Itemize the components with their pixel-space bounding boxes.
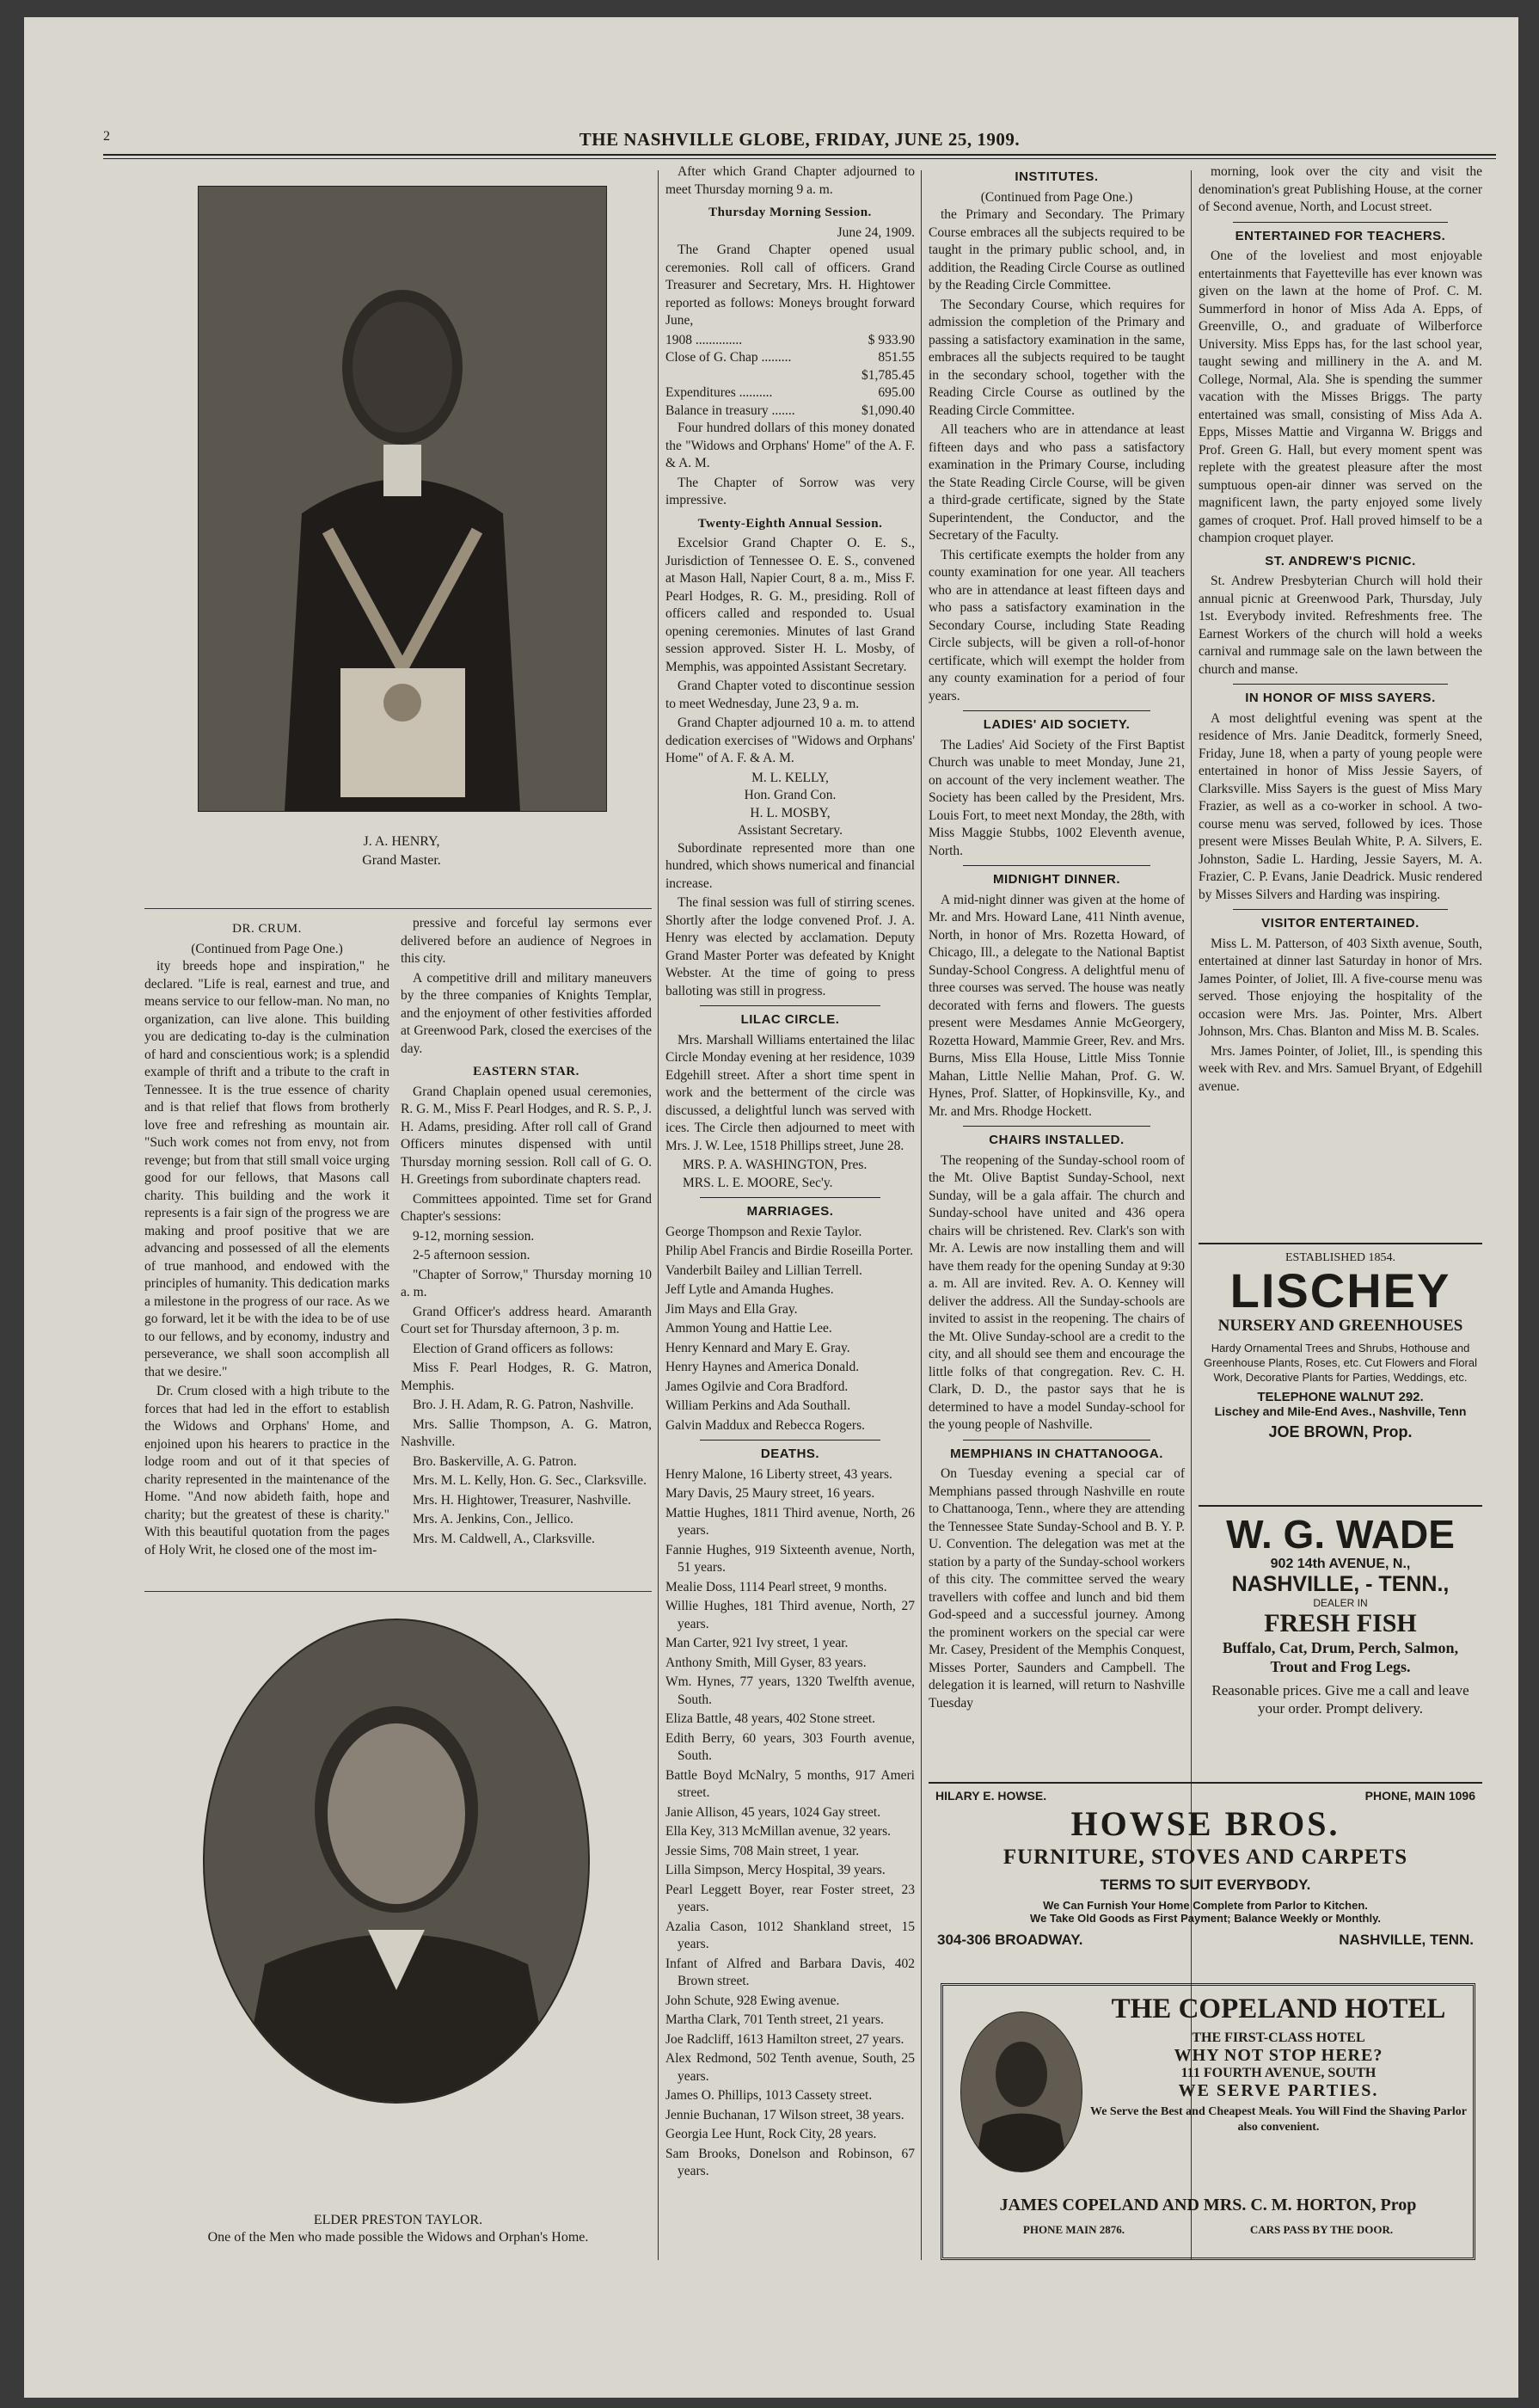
copeland-portrait xyxy=(960,2012,1082,2172)
midnight-heading: MIDNIGHT DINNER. xyxy=(993,872,1120,887)
lischey-phone: TELEPHONE WALNUT 292. xyxy=(1257,1390,1424,1404)
henry-figure-image xyxy=(199,187,606,811)
lilac-paragraph: Mrs. Marshall Williams entertained the lilac Circle Monday evening at her residence, 1039 Edgehill street. After a short time spent in work and the betterment of the circle was discussed, a delightful lunch was served with ices. The Circle then adjourned to meet with Mrs. J. W. Lee, 1518 Phillips street, June 28. xyxy=(665,1032,915,1153)
masthead-title: THE NASHVILLE GLOBE, FRIDAY, JUNE 25, 1909. xyxy=(579,129,1021,150)
crum-paragraph: Dr. Crum closed with a high tribute to the forces that had led in the effort to establish the Widows and Orphans' Home, and enjoined upon his hearers to practice in the lodge room and out of it that species of charity represented in the maintenance of the Home. "And now abideth faith, hope and charity; but the greatest of these is charity." With this beautiful quotation from the pages of Holy Writ, he closed one of the most im- xyxy=(144,1384,389,1557)
ledger-row: $1,785.45 xyxy=(861,367,915,383)
chairs-heading: CHAIRS INSTALLED. xyxy=(989,1133,1125,1147)
wade-kinds: Buffalo, Cat, Drum, Perch, Salmon, Trout and Frog Legs. xyxy=(1222,1639,1459,1675)
list-item: Henry Malone, 16 Liberty street, 43 years. xyxy=(665,1466,892,1482)
crum-heading: DR. CRUM. xyxy=(232,922,302,936)
list-item: James O. Phillips, 1013 Cassety street. xyxy=(665,2088,873,2103)
list-item: Jim Mays and Ella Gray. xyxy=(665,1301,798,1317)
ad-lischey xyxy=(1199,1243,1482,1502)
list-item: Jessie Sims, 708 Main street, 1 year. xyxy=(665,1843,860,1858)
eastern-line: Committees appointed. Time set for Grand Chapter's sessions: xyxy=(401,1191,652,1224)
list-item: Wm. Hynes, 77 years, 1320 Twelfth avenue, South. xyxy=(665,1674,915,1707)
eastern-line: "Chapter of Sorrow," Thursday morning 10 a. m. xyxy=(401,1267,652,1299)
copeland-props: JAMES COPELAND AND MRS. C. M. HORTON, Prop xyxy=(999,2196,1417,2214)
list-item: Man Carter, 921 Ivy street, 1 year. xyxy=(665,1636,849,1650)
eastern-line: Miss F. Pearl Hodges, R. G. Matron, Memphis. xyxy=(401,1361,652,1393)
list-item: Jeff Lytle and Amanda Hughes. xyxy=(665,1282,834,1297)
memphians-heading: MEMPHIANS IN CHATTANOOGA. xyxy=(950,1446,1163,1461)
list-item: Fannie Hughes, 919 Sixteenth avenue, North, 51 years. xyxy=(665,1542,915,1575)
picnic-heading: ST. ANDREW'S PICNIC. xyxy=(1265,553,1416,568)
ledger-row: 1908 .............. $ 933.90 xyxy=(665,332,915,347)
ledger-row: Close of G. Chap ......... 851.55 xyxy=(665,350,915,365)
lischey-address: Lischey and Mile-End Aves., Nashville, Tenn xyxy=(1214,1404,1467,1418)
col5-paragraph: One of the loveliest and most enjoyable entertainments that Fayetteville has ever known was given on the lawn at the home of Prof. C. M. Summerford in honor of Miss Ada A. Epps, of Greenville, O., and graduate of Wilberforce University. Miss Epps has, for the last school year, taught sewing and millinery in the A. and M. College, Normal, Ala. She is spending the summer vacation with the Misses Briggs. The party entertained was small, consisting of Miss Ada A. Epps, Misses Mattie and Virganna W. Briggs and Prof. Green G. Hall, but every moment spent was replete with the greatest pleasure after the most sumptuous open-air dinner was served on the magnificent lawn, the party enjoyed some lively games of croquet. Prof. Hall proved himself to be a champion croquet player. xyxy=(1199,249,1482,545)
col4-paragraph: All teachers who are in attendance at least fifteen days and who pass a satisfactory examination in the Primary Course, including the State Reading Circle Course, will be given a third-grade certificate, signed by the State Superintendent, the Conductor, and the Secretary of the Faculty. xyxy=(929,422,1185,543)
copeland-cars: CARS PASS BY THE DOOR. xyxy=(1249,2223,1394,2236)
divider xyxy=(700,1197,880,1198)
list-item: Mary Davis, 25 Maury street, 16 years. xyxy=(665,1486,875,1501)
divider xyxy=(1233,684,1448,685)
list-item: Lilla Simpson, Mercy Hospital, 39 years. xyxy=(665,1863,886,1877)
eastern-line: Mrs. M. L. Kelly, Hon. G. Sec., Clarksville. xyxy=(413,1473,647,1488)
thursday-paragraph: The Grand Chapter opened usual ceremonies. Roll call of officers. Grand Treasurer and Secretary, Mrs. H. Hightower reported as follows: Moneys brought forward June, xyxy=(665,243,915,328)
list-item: Sam Brooks, Donelson and Robinson, 67 years. xyxy=(665,2146,915,2178)
ledger-row: Expenditures .......... 695.00 xyxy=(665,385,915,400)
col3-paragraph: Excelsior Grand Chapter O. E. S., Jurisdiction of Tennessee O. E. S., convened at Mason Hall, Napier Court, 8 a. m., Miss F. Pearl Hodges, R. G. M., presiding. Roll of officers called and responded to. Usual opening ceremonies. Minutes of last Grand session approved. Sister H. L. Mosby, of Memphis, was appointed Assistant Secretary. xyxy=(665,536,915,674)
list-item: Alex Redmond, 502 Tenth avenue, South, 25 years. xyxy=(665,2051,915,2084)
marriages-heading: MARRIAGES. xyxy=(746,1204,834,1219)
col4-paragraph: A mid-night dinner was given at the home of Mr. and Mrs. Howard Lane, 411 Ninth avenue, North, in honor of Mrs. Rozetta Howard, of Chicago, Ill., a delegate to the National Baptist Sunday-School Congress. A delightful menu of three courses was served. The house was neatly decorated with ferns and flowers. The guests present were Mesdames Annie McGeorgery, Rozetta Howard, Mammie Greer, Rev. and Mrs. Burns, Miss Ella House, Little Miss Tonnie Mahan, Little Nellie Mahan, Prof. G. W. Hynes, Prof. Slatter, of Hopkinsville, Ky., and Mr. and Mrs. Rhodge Hockett. xyxy=(929,892,1185,1119)
eastern-line: Election of Grand officers as follows: xyxy=(413,1341,614,1356)
page-number: 2 xyxy=(103,129,110,144)
thursday-heading: Thursday Morning Session. xyxy=(708,206,872,219)
wade-prices: Reasonable prices. Give me a call and leave your order. Prompt delivery. xyxy=(1211,1682,1469,1717)
ladies-heading: LADIES' AID SOCIETY. xyxy=(983,717,1131,732)
list-item: Azalia Cason, 1012 Shankland street, 15 years. xyxy=(665,1919,915,1951)
thursday-date: June 24, 1909. xyxy=(837,224,915,240)
list-item: William Perkins and Ada Southall. xyxy=(665,1398,851,1413)
col3-intro: After which Grand Chapter adjourned to meet Thursday morning 9 a. m. xyxy=(665,164,915,197)
list-item: Anthony Smith, Mill Gyser, 83 years. xyxy=(665,1655,867,1670)
list-item: Henry Haynes and America Donald. xyxy=(665,1360,860,1374)
column-five xyxy=(1199,163,1482,1238)
lilac-sig: MRS. L. E. MOORE, Sec'y. xyxy=(683,1175,833,1190)
col4-paragraph: the Primary and Secondary. The Primary Course embraces all the subjects required to be taught in the primary public school, and, in addition, the Reading Circle Course as outlined by the Reading Circle Committee. xyxy=(929,207,1185,292)
copeland-first: THE FIRST-CLASS HOTEL xyxy=(1192,2030,1365,2045)
copeland-phone: PHONE MAIN 2876. xyxy=(1022,2223,1125,2236)
divider xyxy=(144,1591,652,1592)
lilac-sig: MRS. P. A. WASHINGTON, Pres. xyxy=(683,1158,868,1172)
henry-caption-title: Grand Master. xyxy=(362,853,441,868)
howse-phone: PHONE, MAIN 1096 xyxy=(1364,1789,1475,1803)
col5-paragraph: Miss L. M. Patterson, of 403 Sixth avenue, South, entertained at dinner last Saturday in honor of Mrs. James Pointer, of Joliet, Ill. A five-course menu was served. Those enjoying the hospitality of the occasion were Mrs. Jas. Pointer, Mrs. Albert Johnson, Mrs. Chas. Blanton and Miss M. B. Scales. xyxy=(1199,936,1482,1039)
crum-continued: (Continued from Page One.) xyxy=(191,941,343,956)
taylor-caption-name: ELDER PRESTON TAYLOR. xyxy=(313,2213,483,2227)
copeland-portrait-image xyxy=(961,2012,1082,2172)
eastern-line: 2-5 afternoon session. xyxy=(413,1248,530,1262)
crum2-paragraph: pressive and forceful lay sermons ever delivered before an audience of Negroes in this city. xyxy=(401,916,652,966)
list-item: James Ogilvie and Cora Bradford. xyxy=(665,1379,849,1394)
crum2-paragraph: A competitive drill and military maneuvers by the three companies of Knights Templar, and the enjoyment of other festivities afforded at Greenwood Park, closed the exercises of the day. xyxy=(401,970,652,1056)
copeland-address: 111 FOURTH AVENUE, SOUTH xyxy=(1180,2066,1377,2080)
divider xyxy=(144,908,652,909)
wade-name: W. G. WADE xyxy=(1226,1512,1455,1557)
wade-fish: FRESH FISH xyxy=(1264,1609,1417,1637)
eastern-line: Grand Officer's address heard. Amaranth Court set for Thursday afternoon, 3 p. m. xyxy=(401,1304,652,1336)
column-three xyxy=(665,163,915,2262)
list-item: Ella Key, 313 McMillan avenue, 32 years. xyxy=(665,1824,891,1839)
list-item: Willie Hughes, 181 Third avenue, North, 27 years. xyxy=(665,1599,915,1631)
deaths-list xyxy=(665,1466,915,2181)
visitor-heading: VISITOR ENTERTAINED. xyxy=(1261,916,1419,931)
howse-address: 304-306 BROADWAY. xyxy=(937,1932,1083,1948)
list-item: George Thompson and Rexie Taylor. xyxy=(665,1224,862,1239)
eastern-line: Mrs. Sallie Thompson, A. G. Matron, Nashville. xyxy=(401,1416,652,1449)
col4-paragraph: On Tuesday evening a special car of Memphians passed through Nashville en route to Chattanooga, Tenn., where they are attending the Tennessee State Sunday-School and B. Y. P. U. Convention. The delegation was met at the station by a party of the Sunday-school workers of this city. The committee served the weary travellers with coffee and lunch and bid them God-speed and a successful journey. Among the prominent workers on the special car were Mr. Casey, President of the Memphis Conquest, Misses Porter, Saunders and Campbell. The delegation it is learned, will return to Nashville Tuesday xyxy=(929,1466,1185,1711)
col5-paragraph: St. Andrew Presbyterian Church will hold their annual picnic at Greenwood Park, Thursday, July 1st. Everybody invited. Refreshments free. The Earnest Workers of the church will hold a weeks carnival and rummage sale on the lawn between the church and manse. xyxy=(1199,574,1482,677)
list-item: Mealie Doss, 1114 Pearl street, 9 months. xyxy=(665,1579,887,1594)
ledger xyxy=(665,332,915,421)
divider xyxy=(1233,222,1448,223)
list-item: Pearl Leggett Boyer, rear Foster street, 23 years. xyxy=(665,1882,915,1914)
divider xyxy=(963,710,1150,711)
henry-caption-name: J. A. HENRY, xyxy=(363,834,440,849)
eastern-line: 9-12, morning session. xyxy=(413,1228,535,1244)
eastern-line: Mrs. M. Caldwell, A., Clarksville. xyxy=(413,1531,595,1546)
ad-wade xyxy=(1199,1505,1482,1756)
column-rule xyxy=(921,170,922,2260)
lischey-sub: NURSERY AND GREENHOUSES xyxy=(1217,1317,1463,1335)
divider xyxy=(963,865,1150,866)
list-item: Mattie Hughes, 1811 Third avenue, North, 26 years. xyxy=(665,1505,915,1538)
article-eastern-star xyxy=(401,915,652,1586)
howse-owner: HILARY E. HOWSE. xyxy=(935,1789,1047,1803)
sayers-heading: IN HONOR OF MISS SAYERS. xyxy=(1245,691,1436,705)
list-item: Henry Kennard and Mary E. Gray. xyxy=(665,1340,850,1355)
col4-paragraph: The Ladies' Aid Society of the First Baptist Church was unable to meet Monday, June 21, on account of the very inclement weather. The Society has been called by the President, Mrs. Louis Fort, to meet next Monday, the 28th, with Miss Maggie Stubbs, 1002 Eleventh avenue, North. xyxy=(929,737,1185,858)
col3-paragraph: Grand Chapter voted to discontinue session to meet Wednesday, June 23, 9 a. m. xyxy=(665,679,915,711)
divider xyxy=(963,1126,1150,1127)
article-dr-crum xyxy=(144,915,389,1586)
list-item: Martha Clark, 701 Tenth street, 21 years. xyxy=(665,2012,884,2027)
portrait-taylor xyxy=(203,1619,590,2104)
lischey-name: LISCHEY xyxy=(1229,1263,1451,1318)
institutes-heading: INSTITUTES. xyxy=(1015,169,1099,184)
col4-paragraph: The Secondary Course, which requires for admission the completion of the Primary and passing a satisfactory examination in the same, embraces all the subjects required to be taught in the secondary school, together with the Reading Circle Course as outlined by the Reading Circle Committee. xyxy=(929,297,1185,418)
masthead-rule xyxy=(103,154,1496,159)
list-item: Philip Abel Francis and Birdie Roseilla Porter. xyxy=(665,1244,914,1258)
copeland-parties: WE SERVE PARTIES. xyxy=(1178,2081,1379,2100)
lilac-heading: LILAC CIRCLE. xyxy=(740,1012,840,1027)
list-item: Vanderbilt Bailey and Lillian Terrell. xyxy=(665,1262,862,1278)
howse-name: HOWSE BROS. xyxy=(1070,1804,1340,1843)
list-item: Edith Berry, 60 years, 303 Fourth avenue, South. xyxy=(665,1730,915,1763)
copeland-name: THE COPELAND HOTEL xyxy=(1111,1993,1446,2024)
list-item: Georgia Lee Hunt, Rock City, 28 years. xyxy=(665,2127,877,2141)
col5-paragraph: A most delightful evening was spent at the residence of Mrs. Janie Deaditck, formerly Sneed, Friday, June 18, when a party of young people were entertained in honor of Miss Jessie Sayers, of Clarksville. Miss Sayers is the guest of Miss Mary Frazier, as well as a co-worker in school. A two-course menu was served, followed by ices. Those present were Misses Beulah White, P. A. Silvers, E. Johnston, Sadie L. Harding, Jessie Sayers, M. A. Frazier, C. P. Evans, Janie Deadrick. Music rendered by Misses Silvers and Harding was inspiring. xyxy=(1199,710,1482,902)
wade-city: NASHVILLE, - TENN., xyxy=(1231,1572,1450,1596)
howse-terms: TERMS TO SUIT EVERYBODY. xyxy=(1100,1877,1311,1893)
lischey-established: ESTABLISHED 1854. xyxy=(1285,1251,1395,1264)
list-item: Battle Boyd McNalry, 5 months, 917 Ameri street. xyxy=(665,1767,915,1800)
newspaper-page xyxy=(24,17,1518,2398)
col5-paragraph: Mrs. James Pointer, of Joliet, Ill., is spending this week with Rev. and Mrs. Samuel Bryant, of Edgehill avenue. xyxy=(1199,1043,1482,1094)
list-item: Infant of Alfred and Barbara Davis, 402 Brown street. xyxy=(665,1956,915,1988)
signature-line: H. L. MOSBY, xyxy=(750,805,831,820)
eastern-line: Mrs. H. Hightower, Treasurer, Nashville. xyxy=(413,1492,632,1508)
list-item: Janie Allison, 45 years, 1024 Gay street. xyxy=(665,1804,881,1820)
taylor-figure-image xyxy=(205,1620,588,2102)
lischey-body: Hardy Ornamental Trees and Shrubs, Hothouse and Greenhouse Plants, Roses, etc. Cut Flowers and Floral Work, Decorative Plants for Parties, Weddings, etc. xyxy=(1204,1342,1477,1384)
portrait-henry xyxy=(198,186,607,812)
col3-paragraph: Four hundred dollars of this money donated the "Widows and Orphans' Home" of the A. F. & A. M. xyxy=(665,421,915,470)
col4-paragraph: This certificate exempts the holder from any county examination for one year. All teachers who are in attendance at least fifteen days and who pass a satisfactory examination in the Secondary Course, including State Reading Circle subjects, will be given a roll-of-honor certificate, which will exempt the holder from any county examination for a period of four years. xyxy=(929,547,1185,703)
copeland-why: WHY NOT STOP HERE? xyxy=(1174,2046,1383,2065)
ledger-row: Balance in treasury ....... $1,090.40 xyxy=(665,402,915,418)
howse-goods: FURNITURE, STOVES AND CARPETS xyxy=(1002,1846,1408,1869)
col3-paragraph: The Chapter of Sorrow was very impressive. xyxy=(665,475,915,507)
marriages-list xyxy=(665,1224,915,1435)
list-item: John Schute, 928 Ewing avenue. xyxy=(665,1993,840,2008)
col3-paragraph: Grand Chapter adjourned 10 a. m. to attend dedication exercises of "Widows and Orphans' Home" of A. F. & A. M. xyxy=(665,716,915,765)
teachers-heading: ENTERTAINED FOR TEACHERS. xyxy=(1235,228,1446,243)
col3-paragraph: The final session was full of stirring scenes. Shortly after the lodge convened Prof. J. A. Henry was elected by acclamation. Deputy Grand Master Porter was defeated by Knight Webster. At the time of going to press balloting was still in progress. xyxy=(665,895,915,998)
list-item: Eliza Battle, 48 years, 402 Stone street. xyxy=(665,1711,876,1726)
list-item: Galvin Maddux and Rebecca Rogers. xyxy=(665,1417,866,1433)
crum-paragraph: ity breeds hope and inspiration," he declared. "Life is real, earnest and true, and means service to our fellow-man. No man, no organization, can live alone. This building you are dedicating to-day is the culmination of hard and conscientious work; is a splendid example of thrift and a tribute to the craft in Tennessee. It is the true essence of charity and is that relief that flows from brotherly love free and refreshing as mountain air. "Such work comes not from envy, not from revenge; but from that still small voice urging good for our fellows, that Masons call charity. This building and the work it represents is a fair sign of the progress we are making and proof positive that we are advancing and possessed of all the elements of true manhood, and endowed with the principles of humanity. This dedication marks a milestone in the progress of our race. As we go forward, let it be with the idea to be of use to our fellows, and by economy, industry and perseverance, we shall soon accomplish all that we desire." xyxy=(144,959,389,1379)
col3-paragraph: Subordinate represented more than one hundred, which shows numerical and financial increase. xyxy=(665,840,915,891)
howse-line2: We Take Old Goods as First Payment; Balance Weekly or Monthly. xyxy=(1030,1912,1381,1925)
copeland-meals: We Serve the Best and Cheapest Meals. You Will Find the Shaving Parlor also convenient. xyxy=(1089,2105,1468,2134)
column-rule xyxy=(658,170,659,2260)
twentyeighth-heading: Twenty-Eighth Annual Session. xyxy=(697,516,883,531)
list-item: Ammon Young and Hattie Lee. xyxy=(665,1321,832,1336)
eastern-line: Bro. Baskerville, A. G. Patron. xyxy=(413,1453,577,1469)
deaths-heading: DEATHS. xyxy=(760,1447,820,1461)
eastern-line: Mrs. A. Jenkins, Con., Jellico. xyxy=(413,1512,573,1526)
divider xyxy=(1233,909,1448,910)
col5-paragraph: morning, look over the city and visit the denomination's great Publishing House, at the corner of Second avenue, North, and Locust street. xyxy=(1199,164,1482,214)
howse-line1: We Can Furnish Your Home Complete from Parlor to Kitchen. xyxy=(1043,1899,1368,1912)
taylor-caption-sub: One of the Men who made possible the Widows and Orphan's Home. xyxy=(207,2230,589,2245)
signature-line: Assistant Secretary. xyxy=(737,823,843,838)
list-item: Joe Radcliff, 1613 Hamilton street, 27 years. xyxy=(665,2031,904,2047)
wade-dealer: DEALER IN xyxy=(1313,1597,1368,1609)
eastern-heading: EASTERN STAR. xyxy=(473,1065,579,1078)
wade-address: 902 14th AVENUE, N., xyxy=(1270,1557,1411,1571)
ad-copeland xyxy=(941,1983,1475,2260)
col4-paragraph: The reopening of the Sunday-school room of the Mt. Olive Baptist Sunday-School, next Sunday, will be a gala affair. The church and Sunday-school have united and 436 opera chairs will be christened. Rev. Clark's son with Mr. A. Lewis are now installing them and will have them ready for the opening Sunday at 9:30 a. m. All are invited. Rev. A. O. Kenney will deliver the address. All the Sunday-schools are invited to assist in the reopening. The chairs of the Mt. Olive Sunday-school are a credit to the city, and all should see them and encourage the little folks of that congregation. Rev. C. H. Clark, D. D., the pastor says that he is determined to have a model Sunday-school for the young people of Nashville. xyxy=(929,1152,1185,1432)
divider xyxy=(700,1005,880,1006)
ad-howse xyxy=(929,1782,1482,1977)
eastern-line: Bro. J. H. Adam, R. G. Patron, Nashville. xyxy=(413,1398,635,1412)
lischey-prop: JOE BROWN, Prop. xyxy=(1268,1423,1413,1440)
list-item: Jennie Buchanan, 17 Wilson street, 38 years. xyxy=(665,2107,904,2122)
signature-line: M. L. KELLY, xyxy=(751,770,829,785)
howse-city: NASHVILLE, TENN. xyxy=(1339,1932,1474,1948)
institutes-continued: (Continued from Page One.) xyxy=(980,189,1133,205)
eastern-line: Grand Chaplain opened usual ceremonies, R. G. M., Miss F. Pearl Hodges, and R. S. P., J. H. Adams, presiding. After roll call of Grand Officers minutes dispensed with until Thursday morning session. Roll call of G. O. H. Greetings from subordinate chapters read. xyxy=(401,1084,652,1187)
signature-line: Hon. Grand Con. xyxy=(744,788,837,802)
